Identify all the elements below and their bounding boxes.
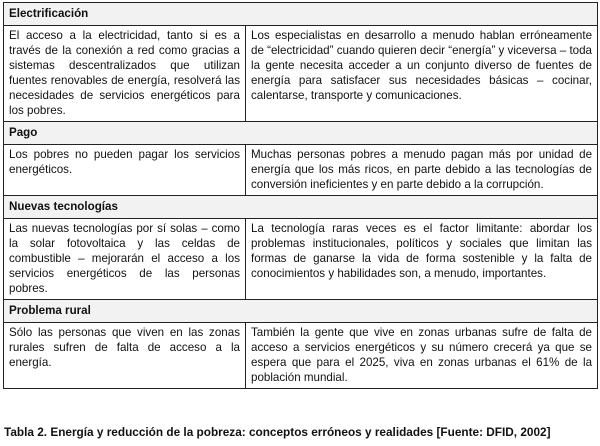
table-row xyxy=(4,26,598,122)
concepts-table xyxy=(3,2,598,389)
section-heading: Problema rural xyxy=(4,300,598,323)
myth-cell: Los pobres no pueden pagar los servicios energéticos. xyxy=(4,145,246,196)
section-header-row xyxy=(4,122,598,145)
reality-cell: Los especialistas en desarrollo a menudo hablan erróneamente de “electricidad” cuando quieren decir “energía” y viceversa – toda la gente necesita acceder a un conjunto diverso de fuentes de energía para satisfacer sus necesidades básicas – cocinar, calentarse, transporte y comunicaciones. xyxy=(246,26,598,122)
myth-cell: El acceso a la electricidad, tanto si es a través de la conexión a red como gracias a sistemas descentralizados que utilizan fuentes renovables de energía, resolverá las necesidades de servicios energéticos para los pobres. xyxy=(4,26,246,122)
table-caption: Tabla 2. Energía y reducción de la pobreza: conceptos erróneos y realidades [Fuente: DFID, 2002] xyxy=(4,425,551,439)
section-header-row xyxy=(4,3,598,26)
reality-cell: También la gente que vive en zonas urbanas sufre de falta de acceso a servicios energéticos y su número crecerá ya que se espera que para el 2025, viva en zonas urbanas el 61% de la población mundial. xyxy=(246,323,598,389)
table-row xyxy=(4,219,598,300)
myth-cell: Las nuevas tecnologías por sí solas – como la solar fotovoltaica y las celdas de combustible – mejorarán el acceso a los servicios energéticos de las personas pobres. xyxy=(4,219,246,300)
section-heading: Electrificación xyxy=(4,3,598,26)
table-row xyxy=(4,323,598,389)
myth-cell: Sólo las personas que viven en las zonas rurales sufren de falta de acceso a la energía. xyxy=(4,323,246,389)
concepts-table-container xyxy=(3,2,597,389)
section-heading: Pago xyxy=(4,122,598,145)
section-heading: Nuevas tecnologías xyxy=(4,196,598,219)
section-header-row xyxy=(4,196,598,219)
table-row xyxy=(4,145,598,196)
reality-cell: Muchas personas pobres a menudo pagan más por unidad de energía que los más ricos, en parte debido a las tecnologías de conversión ineficientes y en parte debido a la corrupción. xyxy=(246,145,598,196)
section-header-row xyxy=(4,300,598,323)
reality-cell: La tecnología raras veces es el factor limitante: abordar los problemas institucionales, políticos y sociales que limitan las formas de ganarse la vida de forma sostenible y la falta de conocimientos y habilidades son, a menudo, importantes. xyxy=(246,219,598,300)
